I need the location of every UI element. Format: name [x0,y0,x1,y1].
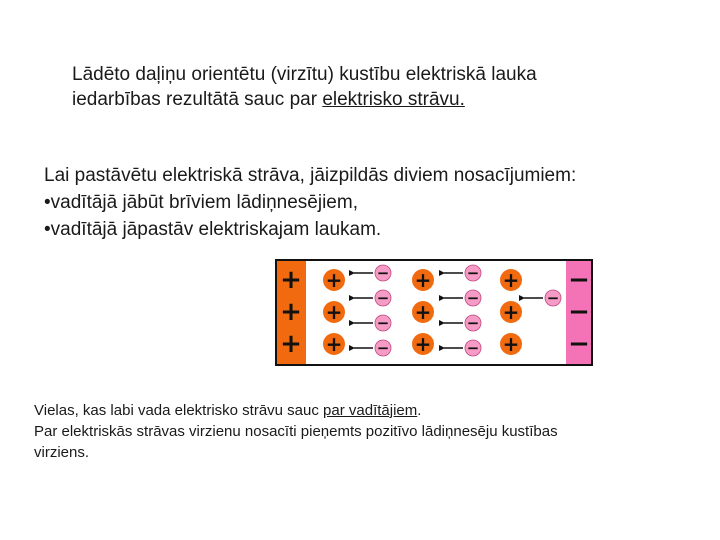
electron-sign: − [376,289,390,307]
plate-minus-sign: − [568,265,590,295]
conductors-term: par vadītājiem [323,402,418,419]
plate-plus-sign: + [280,297,302,327]
electron-sign: − [376,264,390,282]
footnote-line-1 [34,400,558,421]
footnote-line-1-prefix: Vielas, kas labi vada elektrisko strāvu sauc [34,402,324,419]
electron-sign: − [466,314,480,332]
plate-plus-sign: + [280,329,302,359]
electron-sign: − [546,289,560,307]
electron-sign: − [466,289,480,307]
condition-bullet-1: •vadītājā jābūt brīviem lādiņnesējiem, [44,192,358,213]
definition-text [72,62,537,112]
positive-ion-sign: + [325,300,343,324]
plate-plus-sign: + [280,265,302,295]
definition-line-2-prefix: iedarbības rezultātā sauc par [72,89,323,110]
positive-ion-sign: + [414,300,432,324]
electron-sign: − [376,314,390,332]
positive-ion-sign: + [414,332,432,356]
positive-ion-sign: + [325,332,343,356]
footnote-line-1-suffix: . [417,402,422,419]
positive-ion-sign: + [502,332,520,356]
positive-ion-sign: + [414,268,432,292]
positive-ion-sign: + [502,300,520,324]
definition-term: elektrisko strāvu. [322,89,465,110]
condition-bullet-2: •vadītājā jāpastāv elektriskajam laukam. [44,219,382,240]
electron-sign: − [466,264,480,282]
electron-sign: − [466,339,480,357]
plate-minus-sign: − [568,329,590,359]
positive-ion-sign: + [325,268,343,292]
conditions-intro: Lai pastāvētu elektriskā strāva, jāizpildās diviem nosacījumiem: [44,165,577,186]
footnote-line-2: Par elektriskās strāvas virzienu nosacīti pieņemts pozitīvo lādiņnesēju kustības [34,423,558,440]
positive-ion-sign: + [502,268,520,292]
conditions-text [44,162,576,243]
footnote-line-3: virziens. [34,444,90,461]
electron-sign: − [376,339,390,357]
footnote-text [34,400,558,463]
definition-line-1: Lādēto daļiņu orientētu (virzītu) kustību elektriskā lauka [72,64,537,85]
conductor-diagram [275,259,593,366]
definition-line-2 [72,87,537,112]
plate-minus-sign: − [568,297,590,327]
